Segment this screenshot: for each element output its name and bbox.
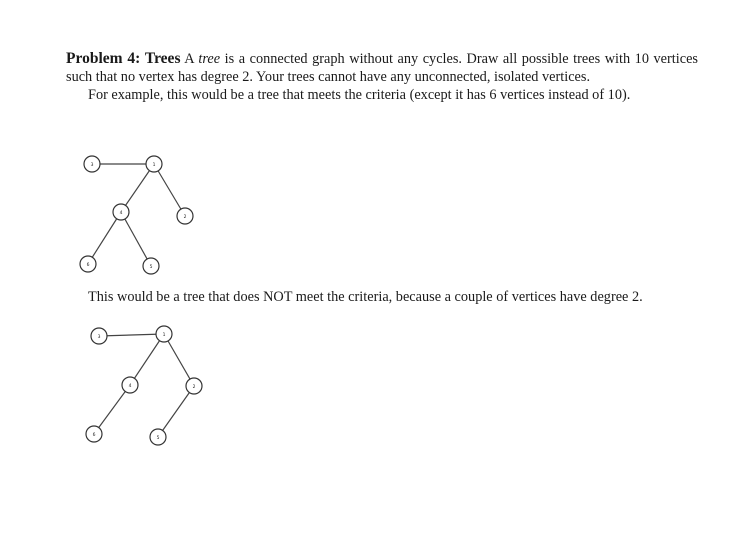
edge-1-4	[130, 334, 164, 385]
example-bad-block	[66, 288, 698, 306]
vertex-label: 1	[162, 333, 166, 338]
tree-example-valid	[76, 150, 206, 280]
intro-before-term: A	[180, 51, 199, 67]
vertex-4	[113, 204, 129, 220]
vertex-2	[177, 208, 193, 224]
example-good-text: For example, this would be a tree that meets the criteria (except it has 6 vertices instead of 10).	[88, 87, 631, 103]
problem-heading: Problem 4: Trees	[66, 50, 181, 67]
vertex-label: 4	[119, 211, 123, 216]
problem-block	[66, 50, 698, 104]
vertex-label: 4	[128, 384, 132, 389]
vertex-4	[122, 377, 138, 393]
edges	[94, 334, 194, 437]
example-bad-text: This would be a tree that does NOT meet the criteria, because a couple of vertices have degree 2.	[88, 289, 643, 305]
vertex-label: 2	[192, 385, 196, 390]
vertex-label: 3	[97, 335, 101, 340]
vertex-1	[146, 156, 162, 172]
vertex-5	[150, 429, 166, 445]
vertex-label: 5	[149, 265, 153, 270]
edge-4-6	[94, 385, 130, 434]
vertex-label: 6	[92, 433, 96, 438]
edges	[88, 164, 185, 266]
edge-4-6	[88, 212, 121, 264]
vertex-6	[80, 256, 96, 272]
vertex-label: 5	[156, 436, 160, 441]
edge-1-2	[164, 334, 194, 386]
intro-after-term: is a connected graph without any cycles. Draw all possible trees with 10 vertices such that no vertex has degree 2. Your trees cannot have any unconnected, isolated vertices.	[66, 51, 698, 85]
edge-1-4	[121, 164, 154, 212]
edge-1-2	[154, 164, 185, 216]
vertex-label: 3	[90, 163, 94, 168]
term-tree: tree	[198, 51, 221, 67]
edge-4-5	[121, 212, 151, 266]
vertex-label: 1	[152, 163, 156, 168]
vertex-5	[143, 258, 159, 274]
vertex-3	[84, 156, 100, 172]
edge-2-5	[158, 386, 194, 437]
problem-statement	[66, 50, 698, 86]
edge-3-1	[99, 334, 164, 336]
vertex-label: 6	[86, 263, 90, 268]
vertex-3	[91, 328, 107, 344]
vertex-2	[186, 378, 202, 394]
vertex-1	[156, 326, 172, 342]
tree-example-invalid	[82, 322, 212, 450]
vertex-6	[86, 426, 102, 442]
vertex-label: 2	[183, 215, 187, 220]
